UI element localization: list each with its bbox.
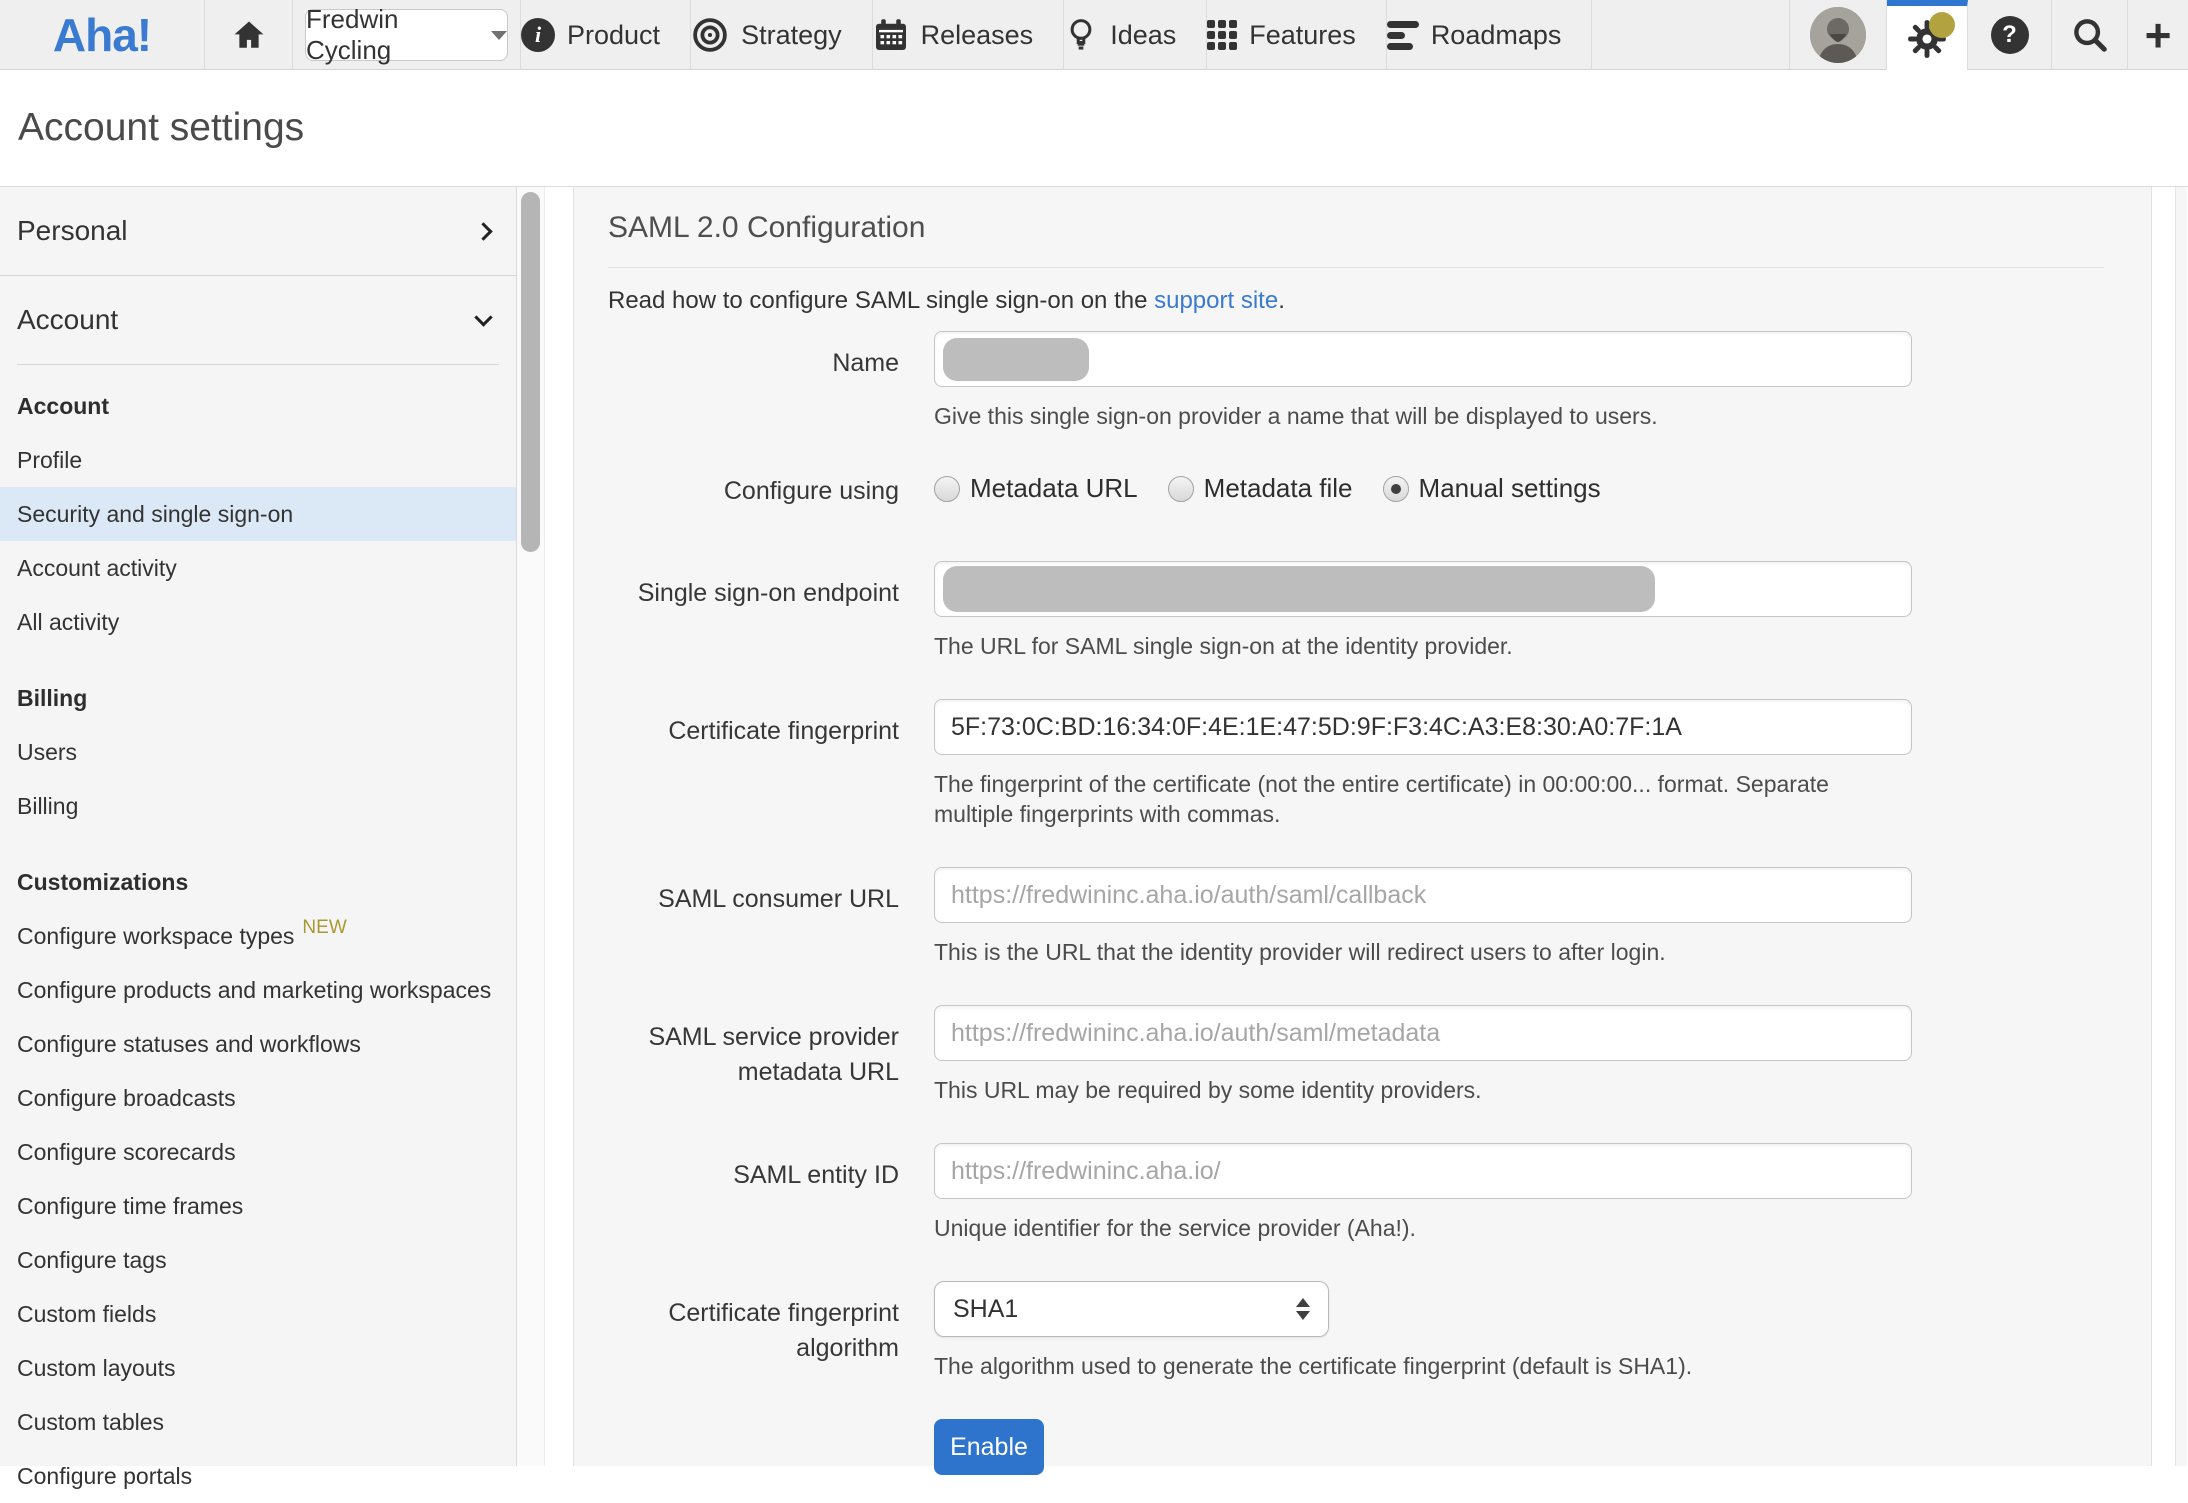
sidebar-item-configure-portals[interactable]: Configure portals [17,1462,193,1489]
sidebar-group-account-label: Account [17,304,119,335]
nav-item-releases[interactable] [873,0,1065,70]
sso-endpoint-label: Single sign-on endpoint [637,579,899,607]
sidebar-item-custom-tables[interactable]: Custom tables [17,1408,165,1435]
page-header [0,70,2188,186]
radio-icon [1168,476,1194,502]
sidebar-gap [0,649,516,671]
radio-label: Metadata file [1203,473,1353,503]
panel-gap [545,187,573,1466]
sidebar-scrollbar-track[interactable] [517,187,545,1466]
saml-form [608,331,2104,1475]
search-button[interactable] [2052,0,2128,70]
sidebar-item-security-sso[interactable]: Security and single sign-on [0,487,516,541]
radio-icon [934,476,960,502]
form-row-fingerprint-algorithm [608,1281,2104,1381]
enable-button[interactable]: Enable [934,1419,1044,1475]
chevron-down-icon [474,308,492,326]
calendar-icon [873,17,909,53]
radio-icon-selected [1383,476,1409,502]
sidebar-scrollbar-thumb[interactable] [521,192,540,552]
form-row-configure-using [608,469,2104,509]
aha-logo-text: Aha! [52,9,152,61]
support-site-link[interactable]: support site [1154,287,1279,314]
certificate-fingerprint-help: The fingerprint of the certificate (not the entire certificate) in 00:00:00... format. Separate multiple fingerprints with commas. [934,771,1829,827]
nav-item-features-label: Features [1249,19,1356,50]
configure-using-options [934,469,1912,504]
sidebar-item-profile[interactable]: Profile [17,446,83,473]
fingerprint-algorithm-value: SHA1 [953,1294,1019,1323]
nav-spacer [1592,0,1790,69]
radio-manual-settings[interactable] [1383,473,1601,504]
page-scrollbar-track[interactable] [2175,187,2187,1466]
nav-item-strategy[interactable] [691,0,873,70]
sidebar-section-customizations: Customizations [17,868,189,895]
nav-item-features[interactable] [1207,0,1387,70]
radio-label: Metadata URL [970,473,1138,503]
form-row-saml-entity-id [608,1143,2104,1243]
add-button[interactable] [2128,0,2188,70]
nav-item-releases-label: Releases [920,19,1034,50]
nav-item-ideas-label: Ideas [1110,19,1177,50]
new-badge: NEW [302,917,347,938]
saml-consumer-url-input[interactable] [934,867,1912,923]
lightbulb-icon [1064,17,1098,53]
saml-entity-id-input[interactable] [934,1143,1912,1199]
gantt-bars-icon [1387,21,1419,50]
sidebar-item-configure-workspace-types[interactable] [0,909,516,963]
panel-gap [2152,187,2175,1466]
fingerprint-algorithm-label: Certificate fingerprint algorithm [668,1299,899,1362]
nav-item-roadmaps-label: Roadmaps [1430,19,1562,50]
sidebar-section-billing: Billing [17,684,88,711]
top-navigation [0,0,2188,70]
form-row-certificate-fingerprint [608,699,2104,829]
sidebar-item-configure-tags[interactable]: Configure tags [17,1246,167,1273]
select-stepper-icon [1296,1298,1310,1320]
saml-consumer-url-label: SAML consumer URL [658,885,899,913]
sidebar-item-label: Configure workspace types [17,922,295,949]
section-heading: SAML 2.0 Configuration [608,211,926,244]
chevron-down-icon [491,31,507,40]
sidebar-item-configure-broadcasts[interactable]: Configure broadcasts [17,1084,236,1111]
saml-consumer-url-help: This is the URL that the identity provider will redirect users to after login. [934,939,1666,965]
sidebar-item-billing[interactable]: Billing [17,792,79,819]
saml-sp-metadata-url-help: This URL may be required by some identity providers. [934,1077,1482,1103]
page-title: Account settings [18,106,305,149]
redaction-blob [943,566,1655,612]
section-divider [608,267,2104,268]
form-row-sso-endpoint [608,561,2104,661]
workspace-selector-cell [293,0,521,70]
saml-sp-metadata-url-label: SAML service provider metadata URL [648,1023,899,1086]
aha-logo[interactable] [0,0,205,70]
help-icon: ? [1991,16,2029,54]
name-help: Give this single sign-on provider a name that will be displayed to users. [934,403,1658,429]
nav-item-product[interactable] [521,0,691,70]
form-row-saml-sp-metadata-url [608,1005,2104,1105]
workspace-selector-label: Fredwin Cycling [306,4,399,65]
sidebar-item-all-activity[interactable]: All activity [17,608,120,635]
settings-tab-active[interactable] [1887,0,1968,71]
chevron-right-icon [474,222,492,240]
help-button[interactable] [1968,0,2052,70]
sidebar-section-account: Account [17,392,109,419]
intro-after: . [1278,287,1285,314]
saml-entity-id-help: Unique identifier for the service provider (Aha!). [934,1215,1416,1241]
nav-item-strategy-label: Strategy [741,19,842,50]
user-avatar [1810,7,1866,63]
sidebar-item-configure-scorecards[interactable]: Configure scorecards [17,1138,236,1165]
sidebar-item-configure-statuses[interactable]: Configure statuses and workflows [17,1030,361,1057]
nav-item-roadmaps[interactable] [1387,0,1593,70]
sidebar-item-custom-fields[interactable]: Custom fields [17,1300,157,1327]
sidebar-gap [0,833,516,855]
nav-item-ideas[interactable] [1064,0,1207,70]
sso-endpoint-help: The URL for SAML single sign-on at the identity provider. [934,633,1513,659]
sidebar-item-configure-products[interactable]: Configure products and marketing workspaces [17,976,492,1003]
settings-sidebar [0,187,517,1489]
certificate-fingerprint-label: Certificate fingerprint [668,717,899,745]
certificate-fingerprint-input[interactable] [934,699,1912,755]
search-icon [2071,16,2109,54]
saml-entity-id-label: SAML entity ID [733,1161,899,1189]
user-menu[interactable] [1790,0,1887,70]
sidebar-group-account[interactable] [0,276,516,364]
sidebar-group-personal[interactable] [0,187,516,275]
notification-dot [1929,12,1955,38]
home-icon [232,18,266,52]
sidebar-item-users[interactable]: Users [17,738,78,765]
intro-before: Read how to configure SAML single sign-on on the [608,287,1155,314]
radio-metadata-file[interactable] [1168,473,1353,504]
workspace-selector[interactable] [305,4,508,65]
saml-sp-metadata-url-input[interactable] [934,1005,1912,1061]
plus-icon: + [2144,9,2172,61]
sidebar-group-personal-label: Personal [17,215,128,246]
nav-item-product-label: Product [567,19,661,50]
grid-icon [1207,20,1237,50]
redaction-blob [943,338,1089,381]
sidebar-menu [0,365,516,1503]
home-button[interactable] [205,0,293,70]
radio-metadata-url[interactable] [934,473,1138,504]
configure-using-label: Configure using [723,477,899,505]
fingerprint-algorithm-help: The algorithm used to generate the certificate fingerprint (default is SHA1). [934,1353,1693,1379]
info-icon: i [521,18,555,52]
form-row-saml-consumer-url [608,867,2104,967]
name-label: Name [832,349,899,377]
radio-label: Manual settings [1418,473,1601,503]
form-row-name [608,331,2104,431]
target-icon [691,16,729,54]
saml-settings-panel [573,187,2152,1466]
content-area [0,186,2188,1489]
fingerprint-algorithm-select[interactable] [934,1281,1329,1337]
sidebar-item-account-activity[interactable]: Account activity [17,554,177,581]
sidebar-item-custom-layouts[interactable]: Custom layouts [17,1354,176,1381]
intro-text [608,284,2104,317]
sidebar-item-configure-time-frames[interactable]: Configure time frames [17,1192,244,1219]
